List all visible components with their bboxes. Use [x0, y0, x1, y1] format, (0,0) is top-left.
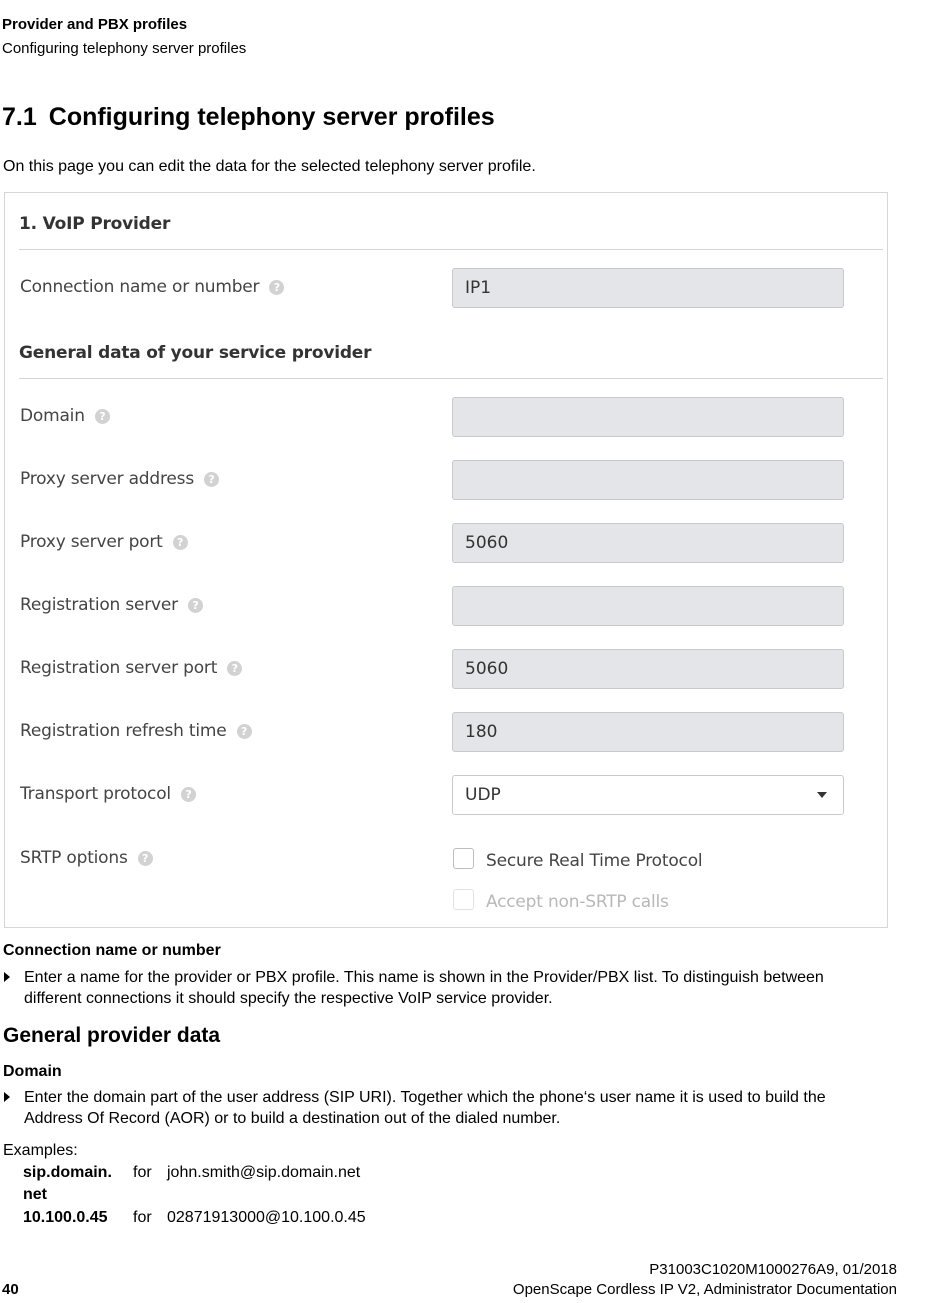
settings-panel [4, 192, 888, 928]
connection-name-heading: Connection name or number [3, 942, 221, 959]
connection-name-label [20, 277, 284, 297]
proxy-server-port-label-text: Proxy server port [20, 532, 163, 552]
example-term: 10.100.0.45 [23, 1209, 108, 1226]
srtp-options-label-text: SRTP options [20, 848, 128, 868]
document-id: P31003C1020M1000276A9, 01/2018 [649, 1261, 897, 1278]
example-term: sip.domain. [23, 1164, 112, 1181]
page-title [2, 103, 495, 132]
running-header-chapter: Provider and PBX profiles [2, 16, 188, 33]
help-icon[interactable]: ? [95, 409, 110, 424]
help-icon[interactable]: ? [173, 535, 188, 550]
bullet-icon [4, 972, 10, 982]
accept-non-srtp-checkbox[interactable] [453, 889, 474, 910]
proxy-server-port-label [20, 532, 188, 552]
domain-description-text: Enter the domain part of the user address (SIP URI). Together which the phone‘s user name it is used to build the Address Of Record (AOR) or to build a destination out of the dialed number. [24, 1089, 826, 1127]
connection-name-label-text: Connection name or number [20, 277, 260, 297]
proxy-server-address-label-text: Proxy server address [20, 469, 194, 489]
section-number: 7.1 [2, 103, 37, 131]
divider [19, 378, 883, 379]
registration-server-port-input[interactable]: 5060 [452, 649, 844, 689]
intro-text: On this page you can edit the data for the selected telephony server profile. [3, 158, 536, 175]
document-title: OpenScape Cordless IP V2, Administrator Documentation [512, 1281, 897, 1298]
general-provider-heading: General provider data [3, 1024, 221, 1047]
transport-protocol-value: UDP [465, 785, 501, 805]
domain-label-text: Domain [20, 406, 85, 426]
domain-input[interactable] [452, 397, 844, 437]
registration-refresh-time-label [20, 721, 252, 741]
example-term-cont: net [23, 1186, 47, 1203]
page-number: 40 [2, 1281, 19, 1298]
srtp-checkbox-label: Secure Real Time Protocol [486, 851, 703, 871]
running-header-section: Configuring telephony server profiles [2, 40, 247, 57]
transport-protocol-label-text: Transport protocol [20, 784, 171, 804]
bullet-icon [4, 1092, 10, 1102]
section-voip-provider-title: 1. VoIP Provider [19, 214, 171, 234]
registration-server-input[interactable] [452, 586, 844, 626]
help-icon[interactable]: ? [138, 851, 153, 866]
section-title: Configuring telephony server profiles [48, 103, 495, 131]
connection-name-description [4, 967, 884, 1009]
connection-name-description-text: Enter a name for the provider or PBX profile. This name is shown in the Provider/PBX list. To distinguish between different connections it should specify the respective VoIP service provider. [24, 969, 824, 1007]
transport-protocol-label [20, 784, 196, 804]
srtp-checkbox[interactable] [453, 848, 474, 869]
example-for: for [133, 1209, 152, 1226]
examples-label: Examples: [3, 1142, 78, 1159]
transport-protocol-select[interactable] [452, 775, 844, 815]
registration-server-port-label-text: Registration server port [20, 658, 218, 678]
proxy-server-port-input[interactable]: 5060 [452, 523, 844, 563]
registration-refresh-time-input[interactable]: 180 [452, 712, 844, 752]
help-icon[interactable]: ? [204, 472, 219, 487]
help-icon[interactable]: ? [188, 598, 203, 613]
registration-server-label-text: Registration server [20, 595, 178, 615]
registration-server-label [20, 595, 203, 615]
example-value: john.smith@sip.domain.net [167, 1164, 361, 1181]
domain-heading: Domain [3, 1063, 62, 1080]
proxy-server-address-label [20, 469, 219, 489]
section-general-data-title: General data of your service provider [19, 343, 372, 363]
example-value: 02871913000@10.100.0.45 [167, 1209, 366, 1226]
chevron-down-icon [817, 792, 827, 798]
example-for: for [133, 1164, 152, 1181]
help-icon[interactable]: ? [269, 280, 284, 295]
proxy-server-address-input[interactable] [452, 460, 844, 500]
help-icon[interactable]: ? [227, 661, 242, 676]
srtp-options-label [20, 848, 153, 868]
help-icon[interactable]: ? [181, 787, 196, 802]
divider [19, 249, 883, 250]
connection-name-input[interactable]: IP1 [452, 268, 844, 308]
registration-refresh-time-label-text: Registration refresh time [20, 721, 227, 741]
registration-server-port-label [20, 658, 242, 678]
help-icon[interactable]: ? [237, 724, 252, 739]
accept-non-srtp-checkbox-label: Accept non-SRTP calls [486, 892, 669, 912]
domain-description [4, 1087, 884, 1129]
domain-label [20, 406, 110, 426]
